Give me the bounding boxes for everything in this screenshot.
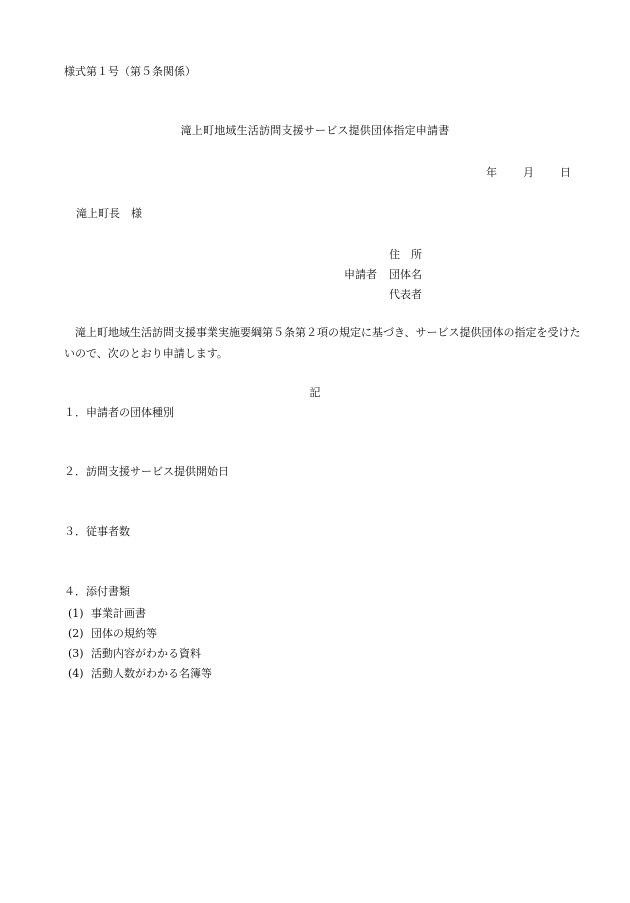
attachment-number: (4)	[68, 667, 84, 680]
attachment-item	[68, 604, 212, 624]
applicant-field-organization: 団体名	[389, 268, 422, 281]
attachment-list	[68, 604, 212, 684]
item-start-date: ２．訪問支援サービス提供開始日	[64, 465, 229, 478]
document-title: 滝上町地域生活訪問支援サービス提供団体指定申請書	[180, 124, 450, 137]
date-year: 年	[486, 166, 497, 179]
attachment-label: 事業計画書	[91, 607, 146, 620]
attachment-label: 団体の規約等	[91, 627, 157, 640]
date-day: 日	[560, 166, 571, 179]
attachment-label: 活動人数がわかる名簿等	[91, 667, 212, 680]
ki-heading: 記	[309, 386, 321, 399]
item-staff-count: ３．従事者数	[64, 525, 130, 538]
addressee: 滝上町長 様	[76, 207, 142, 220]
attachment-number: (3)	[68, 647, 84, 660]
body-text: 滝上町地域生活訪問支援事業実施要綱第５条第２項の規定に基づき、サービス提供団体の指定を受けたいので、次のとおり申請します。	[64, 326, 581, 360]
item-organization-type: １．申請者の団体種別	[64, 406, 174, 419]
attachment-number: (2)	[68, 627, 84, 640]
form-number: 様式第１号（第５条関係）	[64, 65, 196, 78]
applicant-block	[344, 245, 449, 305]
applicant-role-label: 申請者	[344, 268, 377, 281]
date-line	[486, 166, 571, 180]
attachment-item	[68, 624, 212, 644]
applicant-row-representative	[344, 285, 449, 305]
attachment-number: (1)	[68, 607, 84, 620]
attachment-label: 活動内容がわかる資料	[91, 647, 201, 660]
applicant-row-organization	[344, 265, 449, 285]
date-month: 月	[523, 166, 534, 179]
applicant-field-representative: 代表者	[389, 288, 422, 301]
applicant-row-address	[344, 245, 449, 265]
attachment-item	[68, 644, 212, 664]
attachment-item	[68, 664, 212, 684]
applicant-field-address: 住 所	[389, 248, 422, 261]
item-attachments: ４．添付書類	[64, 585, 130, 598]
